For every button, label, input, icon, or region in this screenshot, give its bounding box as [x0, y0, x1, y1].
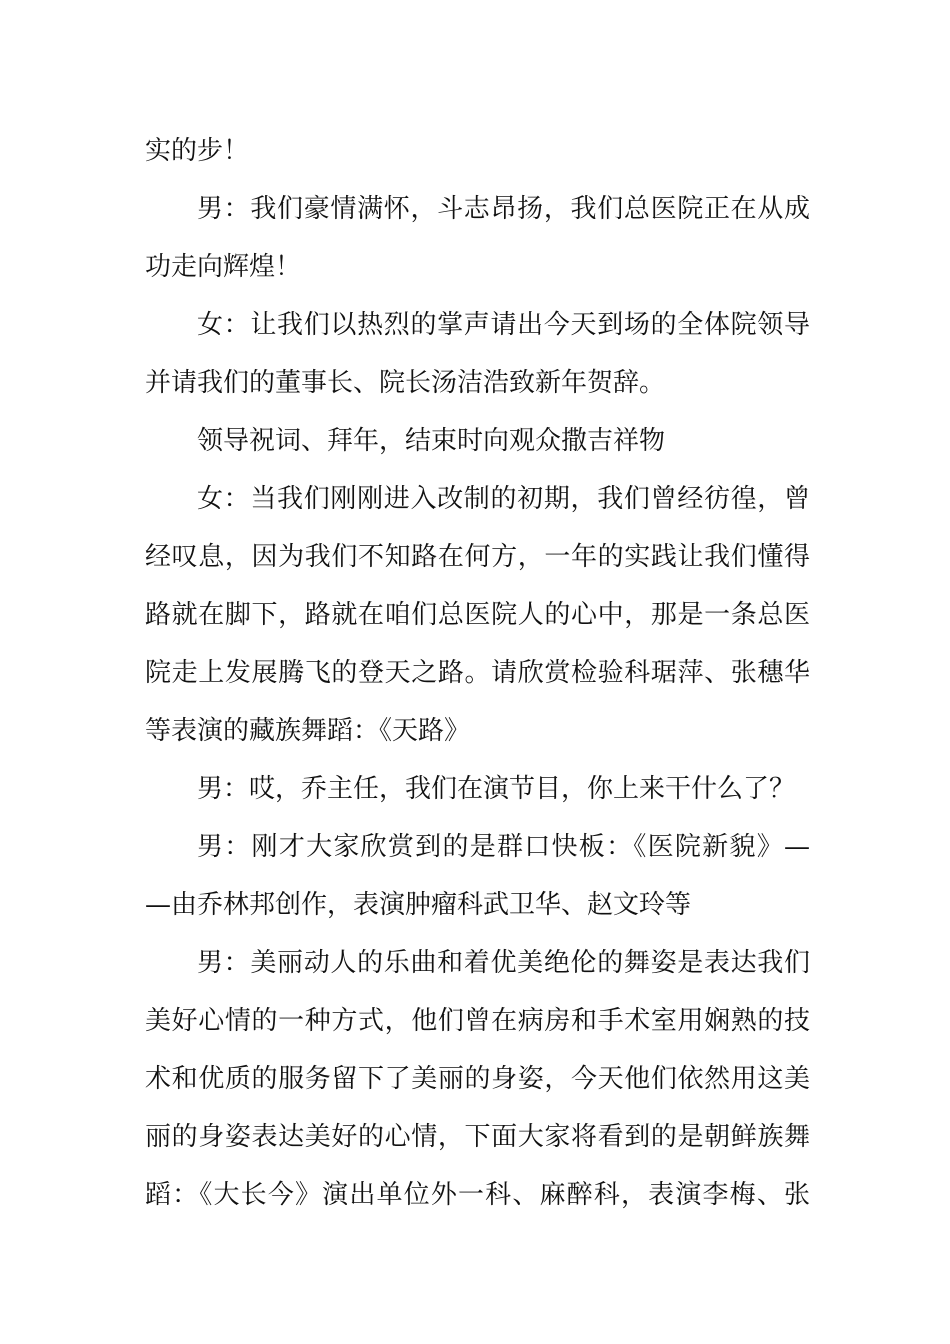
text-line: 院走上发展腾飞的登天之路。请欣赏检验科琚萍、张穗华 [145, 658, 810, 688]
text-line: 实的步！ [145, 136, 250, 166]
text-line: 术和优质的服务留下了美丽的身姿，今天他们依然用这美 [145, 1064, 810, 1094]
text-line: 经叹息，因为我们不知路在何方，一年的实践让我们懂得 [145, 542, 810, 572]
text-line: 男：我们豪情满怀，斗志昂扬，我们总医院正在从成 [197, 194, 810, 224]
text-line: 男：美丽动人的乐曲和着优美绝伦的舞姿是表达我们 [197, 948, 810, 978]
text-line: 女：让我们以热烈的掌声请出今天到场的全体院领导 [197, 310, 810, 340]
text-line: —由乔林邦创作，表演肿瘤科武卫华、赵文玲等 [145, 890, 692, 920]
text-line: 女：当我们刚刚进入改制的初期，我们曾经彷徨，曾 [197, 484, 810, 514]
text-line: 功走向辉煌！ [145, 252, 302, 282]
text-line: 男：哎，乔主任，我们在演节目，你上来干什么了？ [197, 774, 796, 804]
text-line: 等表演的藏族舞蹈：《天路》 [145, 716, 471, 746]
text-line: 美好心情的一种方式，他们曾在病房和手术室用娴熟的技 [145, 1006, 810, 1036]
text-line: 领导祝词、拜年，结束时向观众撒吉祥物 [197, 426, 666, 456]
text-line: 并请我们的董事长、院长汤洁浩致新年贺辞。 [145, 368, 666, 398]
text-line: 路就在脚下，路就在咱们总医院人的心中，那是一条总医 [145, 600, 810, 630]
text-line: 蹈：《大长今》演出单位外一科、麻醉科，表演李梅、张 [145, 1180, 810, 1210]
text-line: 丽的身姿表达美好的心情，下面大家将看到的是朝鲜族舞 [145, 1122, 810, 1152]
text-line: 男：刚才大家欣赏到的是群口快板：《医院新貌》— [197, 832, 810, 862]
